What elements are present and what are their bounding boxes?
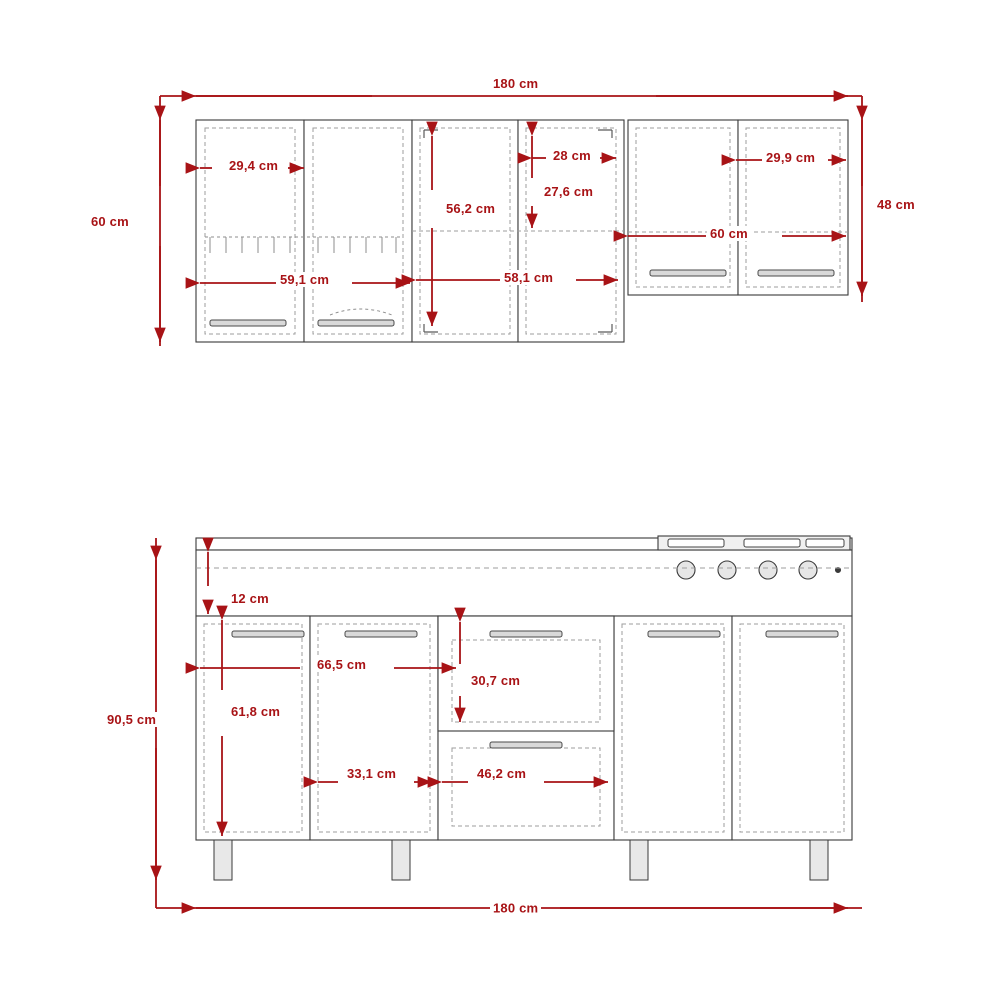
dim-lower-total-width: 180 cm bbox=[490, 901, 541, 916]
dim-upper-left-height: 60 cm bbox=[88, 214, 132, 229]
dim-lower-total-height: 90,5 cm bbox=[104, 712, 159, 727]
cooktop-burners bbox=[668, 539, 844, 547]
dim-upper-right-height: 48 cm bbox=[874, 197, 918, 212]
dim-upper-right-door: 29,9 cm bbox=[763, 150, 818, 165]
dim-upper-left-pair: 59,1 cm bbox=[277, 272, 332, 287]
dim-lower-drawer-height: 30,7 cm bbox=[468, 673, 523, 688]
dim-upper-total-width: 180 cm bbox=[490, 76, 541, 91]
dim-lower-door-width: 33,1 cm bbox=[344, 766, 399, 781]
dim-upper-center-height: 56,2 cm bbox=[443, 201, 498, 216]
dim-lower-door-height: 61,8 cm bbox=[228, 704, 283, 719]
dim-upper-center-shelf-h: 27,6 cm bbox=[541, 184, 596, 199]
base-cabinet-legs bbox=[214, 840, 828, 880]
dim-upper-center-shelf-w: 28 cm bbox=[550, 148, 594, 163]
dim-upper-left-door: 29,4 cm bbox=[226, 158, 281, 173]
base-cabinet-body bbox=[196, 538, 852, 840]
dim-lower-counter-drop: 12 cm bbox=[228, 591, 272, 606]
dim-upper-right-pair: 60 cm bbox=[707, 226, 751, 241]
dim-upper-center-width: 58,1 cm bbox=[501, 270, 556, 285]
dim-lower-left-span: 66,5 cm bbox=[314, 657, 369, 672]
dim-lower-drawer-width: 46,2 cm bbox=[474, 766, 529, 781]
